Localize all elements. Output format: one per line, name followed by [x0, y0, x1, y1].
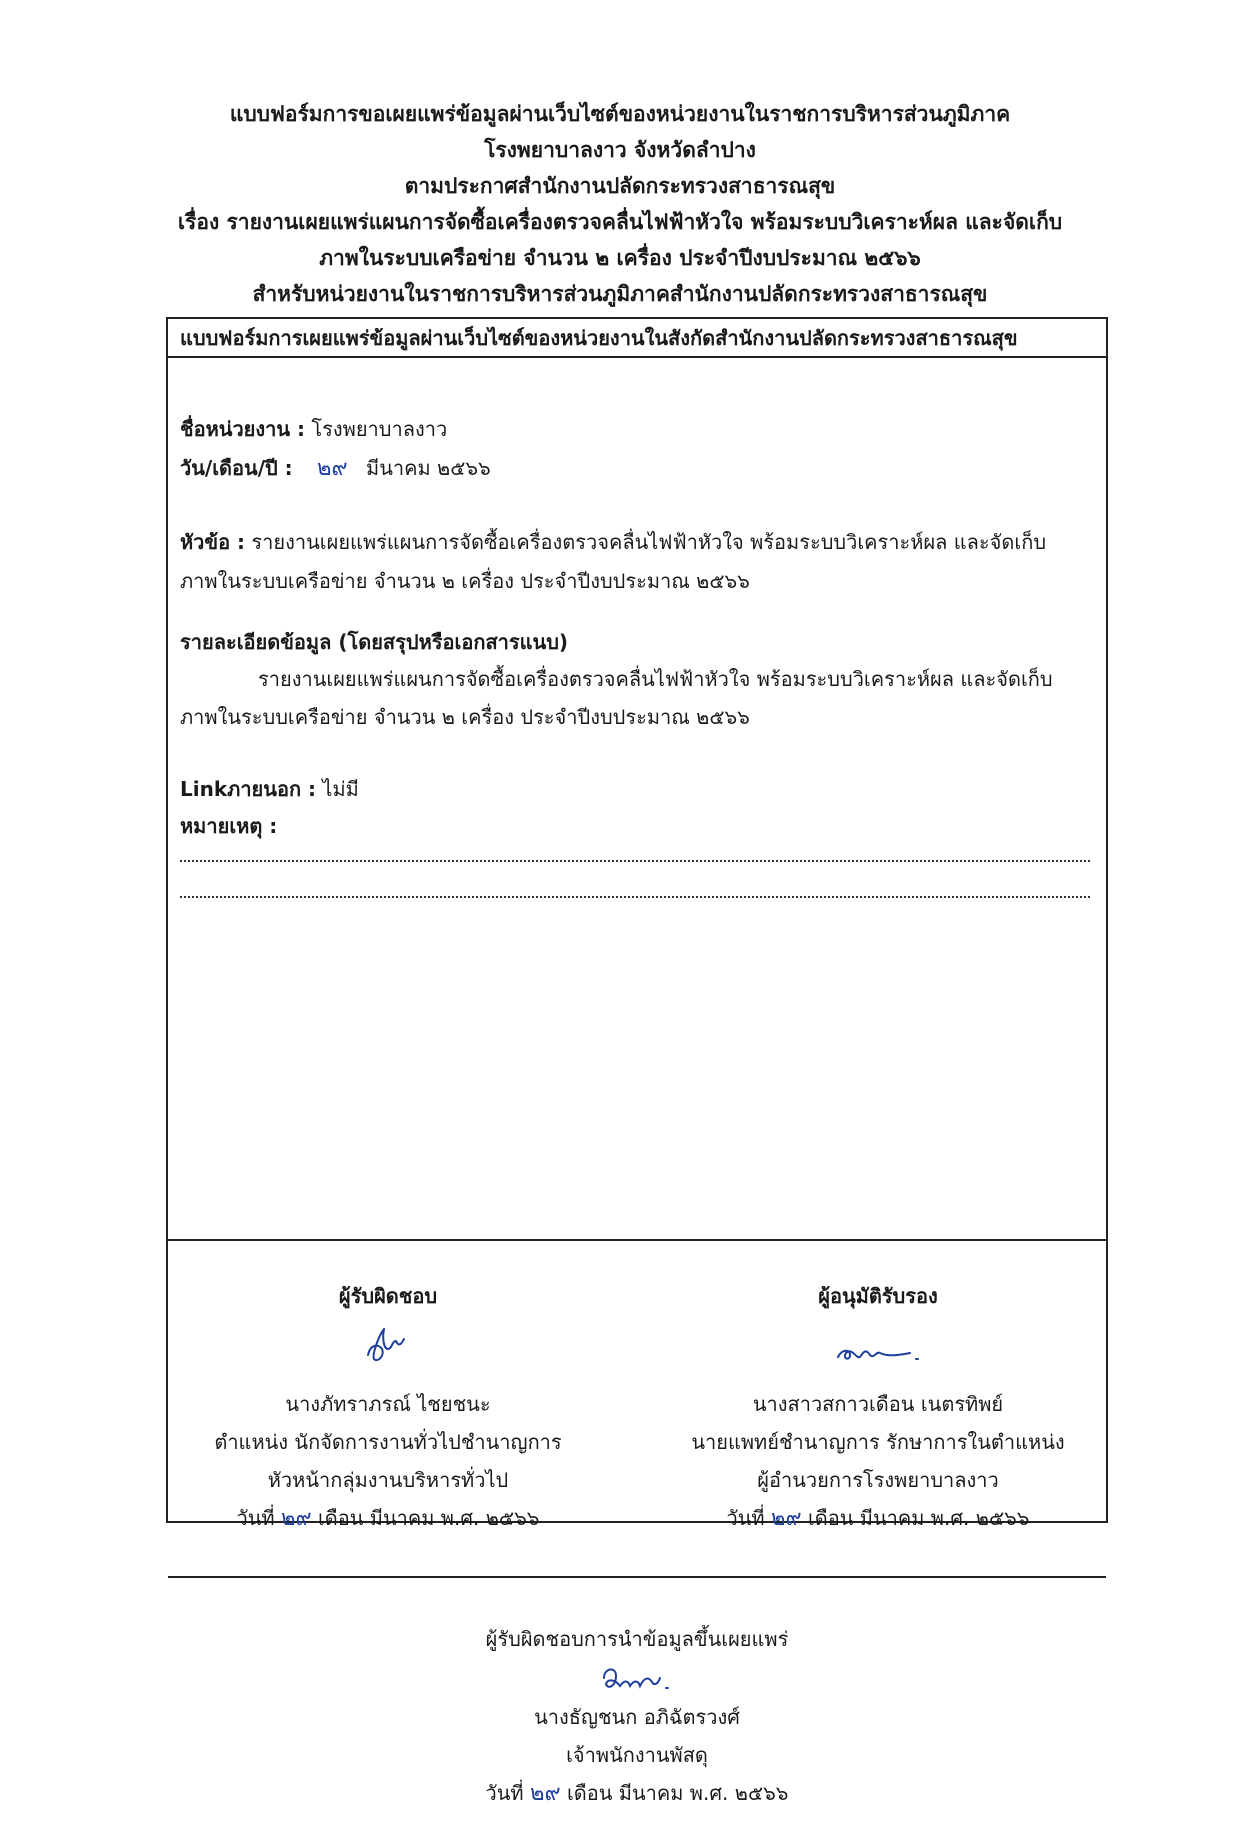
link-value: ไม่มี — [322, 777, 359, 801]
date-label: วัน/เดือน/ปี : — [180, 456, 293, 480]
detail-line-2: ภาพในระบบเครือข่าย จำนวน ๒ เครื่อง ประจำปีงบประมาณ ๒๕๖๖ — [180, 705, 750, 729]
approver-name: นางสาวสกาวเดือน เนตรทิพย์ — [752, 1392, 1004, 1416]
approver-role: ผู้อำนวยการโรงพยาบาลงาว — [757, 1468, 999, 1492]
publisher-date-prefix: วันที่ — [485, 1781, 524, 1805]
header-line-1: แบบฟอร์มการขอเผยแพร่ข้อมูลผ่านเว็บไซต์ของหน่วยงานในราชการบริหารส่วนภูมิภาค — [229, 102, 1011, 126]
approver-date-day: ๒๙ — [770, 1506, 802, 1531]
publisher-date-suffix: เดือน มีนาคม พ.ศ. ๒๕๖๖ — [566, 1781, 789, 1805]
document-header — [110, 96, 1130, 312]
publisher-column — [337, 1620, 937, 1813]
approver-date-suffix: เดือน มีนาคม พ.ศ. ๒๕๖๖ — [807, 1506, 1030, 1530]
approver-column — [668, 1277, 1088, 1538]
date-day: ๒๙ — [317, 456, 348, 481]
unit-row — [180, 415, 447, 443]
header-line-5: ภาพในระบบเครือข่าย จำนวน ๒ เครื่อง ประจำปีงบประมาณ ๒๕๖๖ — [319, 246, 921, 270]
detail-line-1: รายงานเผยแพร่แผนการจัดซื้อเครื่องตรวจคลื่นไฟฟ้าหัวใจ พร้อมระบบวิเคราะห์ผล และจัดเก็บ — [258, 667, 1053, 691]
publisher-signature — [582, 1658, 692, 1698]
note-dotted-line-2 — [180, 896, 1090, 898]
link-label: Linkภายนอก : — [180, 777, 317, 801]
detail-label: รายละเอียดข้อมูล (โดยสรุปหรือเอกสารแนบ) — [180, 630, 569, 654]
note-dotted-line-1 — [180, 860, 1090, 862]
responsible-role: หัวหน้ากลุ่มงานบริหารทั่วไป — [267, 1468, 509, 1492]
topic-row — [180, 528, 1046, 556]
unit-label: ชื่อหน่วยงาน : — [180, 417, 306, 441]
approver-heading: ผู้อนุมัติรับรอง — [818, 1284, 938, 1308]
topic-line-2: ภาพในระบบเครือข่าย จำนวน ๒ เครื่อง ประจำปีงบประมาณ ๒๕๖๖ — [180, 569, 750, 593]
responsible-date — [188, 1499, 588, 1538]
publisher-date — [337, 1774, 937, 1813]
signatures-section — [168, 1241, 1106, 1578]
form-details-section — [168, 360, 1106, 1241]
publisher-date-day: ๒๙ — [529, 1781, 561, 1806]
form-frame — [166, 317, 1108, 1806]
unit-value: โรงพยาบาลงาว — [311, 417, 448, 441]
responsible-date-suffix: เดือน มีนาคม พ.ศ. ๒๕๖๖ — [317, 1506, 540, 1530]
form-title: แบบฟอร์มการเผยแพร่ข้อมูลผ่านเว็บไซต์ของหน่วยงานในสังกัดสำนักงานปลัดกระทรวงสาธารณสุข — [168, 319, 1106, 358]
header-line-3: ตามประกาศสำนักงานปลัดกระทรวงสาธารณสุข — [404, 174, 836, 198]
responsible-column — [188, 1277, 588, 1538]
header-line-4: เรื่อง รายงานเผยแพร่แผนการจัดซื้อเครื่องตรวจคลื่นไฟฟ้าหัวใจ พร้อมระบบวิเคราะห์ผล และจัดเก็บ — [177, 210, 1063, 234]
date-month-year: มีนาคม ๒๕๖๖ — [366, 456, 491, 480]
publisher-section — [168, 1578, 1106, 1821]
responsible-date-day: ๒๙ — [280, 1506, 312, 1531]
responsible-position: ตำแหน่ง นักจัดการงานทั่วไปชำนาญการ — [214, 1430, 562, 1454]
topic-line-1: รายงานเผยแพร่แผนการจัดซื้อเครื่องตรวจคลื่นไฟฟ้าหัวใจ พร้อมระบบวิเคราะห์ผล และจัดเก็บ — [251, 530, 1047, 554]
approver-position: นายแพทย์ชำนาญการ รักษาการในตำแหน่ง — [691, 1430, 1065, 1454]
header-line-2: โรงพยาบาลงาว จังหวัดลำปาง — [484, 138, 756, 162]
note-label: หมายเหตุ : — [180, 814, 278, 838]
responsible-heading: ผู้รับผิดชอบ — [338, 1284, 438, 1308]
publisher-heading: ผู้รับผิดชอบการนำข้อมูลขึ้นเผยแพร่ — [485, 1627, 789, 1651]
publisher-name: นางธัญชนก อภิฉัตรวงศ์ — [534, 1705, 740, 1729]
responsible-name: นางภัทราภรณ์ ไชยชนะ — [285, 1392, 491, 1416]
publisher-position: เจ้าพนักงานพัสดุ — [566, 1743, 708, 1767]
header-line-6: สำหรับหน่วยงานในราชการบริหารส่วนภูมิภาคสำนักงานปลัดกระทรวงสาธารณสุข — [252, 282, 988, 306]
responsible-signature — [348, 1315, 428, 1375]
approver-signature — [818, 1315, 938, 1375]
topic-label: หัวข้อ : — [180, 530, 246, 554]
link-row — [180, 775, 359, 803]
approver-date — [668, 1499, 1088, 1538]
date-row — [180, 454, 491, 483]
approver-date-prefix: วันที่ — [726, 1506, 765, 1530]
responsible-date-prefix: วันที่ — [236, 1506, 275, 1530]
